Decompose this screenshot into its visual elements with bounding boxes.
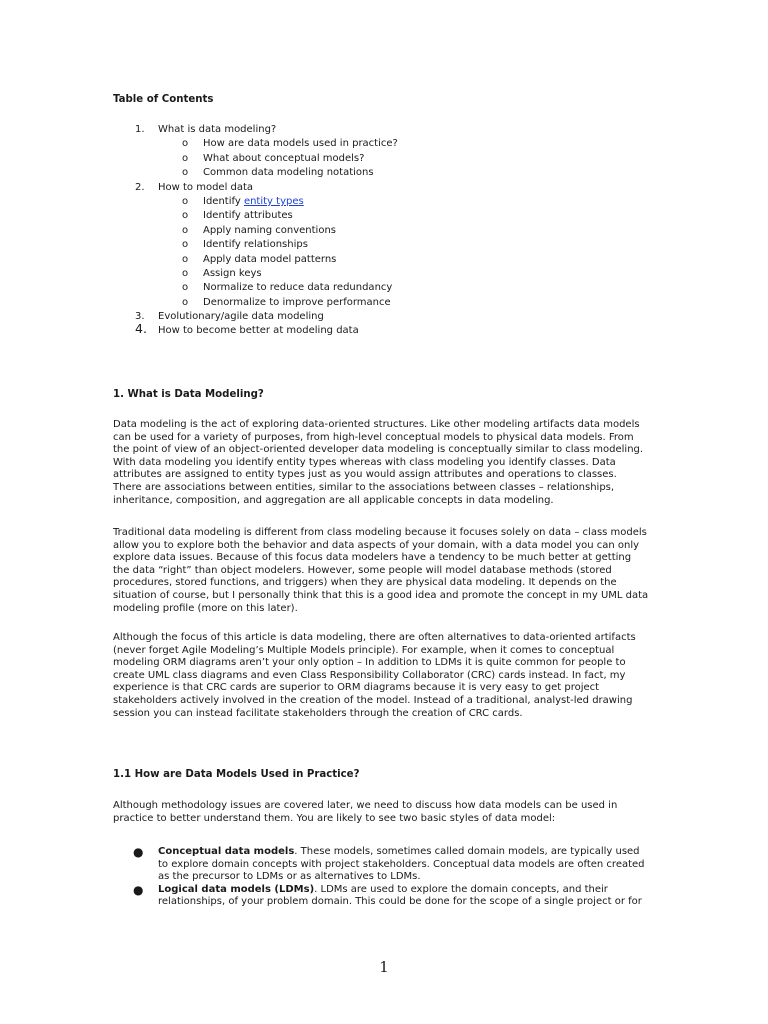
toc-subitem: o Apply data model patterns	[182, 253, 337, 265]
entity-types-link[interactable]: entity types	[243, 195, 304, 207]
paragraph: Although the focus of this article is data modeling, there are often alternatives to data-oriented artifacts (never forget Agile Modeling’s Multiple Models principle). For example, when it comes to conceptual modeling ORM diagrams aren’t your only option – In addition to LDMs it is quite common for people to create UML class diagrams and even Class Responsibility Collaborator (CRC) cards instead. In fact, my experience is that CRC cards are superior to ORM diagrams because it is very easy to get project stakeholders actively involved in the creation of the model. Instead of a traditional, analyst-led drawing session you can instead facilitate stakeholders through the creation of CRC cards.	[113, 632, 636, 719]
bullet-list	[113, 846, 673, 909]
page-number: 1	[379, 958, 389, 976]
bullet-icon: ●	[133, 882, 144, 897]
bullet-icon: ●	[133, 845, 144, 859]
toc-subitem: o How are data models used in practice?	[182, 138, 398, 150]
toc-item: 2. How to model data	[135, 181, 254, 193]
paragraph: Data modeling is the act of exploring data-oriented structures. Like other modeling artifacts data models can be used for a variety of purposes, from high-level conceptual models to physical data models. From the point of view of an object-oriented developer data modeling is conceptually similar to class modeling. With data modeling you identify entity types whereas with class modeling you identify classes. Data attributes are assigned to entity types just as you would assign attributes and operations to classes. There are associations between entities, similar to the associations between classes – relationships, inheritance, composition, and aggregation are all applicable concepts in data modeling.	[113, 419, 644, 506]
section-heading: 1.1 How are Data Models Used in Practice?	[113, 769, 360, 780]
list-item: ● Conceptual data models. These models, sometimes called domain models, are typically used to explore domain concepts with project stakeholders. Conceptual data models are often created as the precursor to LDMs or as alternatives to LDMs.	[133, 845, 645, 883]
paragraph: Although methodology issues are covered later, we need to discuss how data models can be used in practice to better understand them. You are likely to see two basic styles of data model:	[113, 800, 618, 824]
paragraph: Traditional data modeling is different from class modeling because it focuses solely on data – class models allow you to explore both the behavior and data aspects of your domain, with a data model you can only explore data issues. Because of this focus data modelers have a tendency to be much better at getting the data “right” than object modelers. However, some people will model database methods (stored procedures, stored functions, and triggers) when they are physical data modeling. It depends on the situation of course, but I personally think that this is a good idea and promote the concept in my UML data modeling profile (more on this later).	[113, 527, 649, 614]
toc-item: 1. What is data modeling?	[135, 124, 277, 135]
toc-subitem: o What about conceptual models?	[182, 152, 365, 164]
toc-subitem: o Apply naming conventions	[182, 224, 336, 236]
section-heading: 1. What is Data Modeling?	[113, 389, 264, 400]
toc-subitem: o Denormalize to improve performance	[182, 296, 391, 308]
toc-subitem: o Common data modeling notations	[182, 167, 374, 179]
toc-title: Table of Contents	[113, 94, 214, 105]
toc-subitem: o Normalize to reduce data redundancy	[182, 282, 393, 294]
toc-subitem: o Identify relationships	[182, 239, 308, 251]
list-item: ● Logical data models (LDMs). LDMs are used to explore the domain concepts, and their relationships, of your problem domain. This could be done for the scope of a single project or for	[133, 882, 642, 908]
toc-subitem: o Identify attributes	[182, 210, 293, 222]
toc-subitem: o Identify entity types	[182, 195, 304, 207]
toc-item: 4. How to become better at modeling data	[135, 321, 359, 337]
table-of-contents	[113, 123, 673, 341]
toc-subitem: o Assign keys	[182, 267, 262, 279]
toc-item: 3. Evolutionary/agile data modeling	[135, 311, 324, 323]
